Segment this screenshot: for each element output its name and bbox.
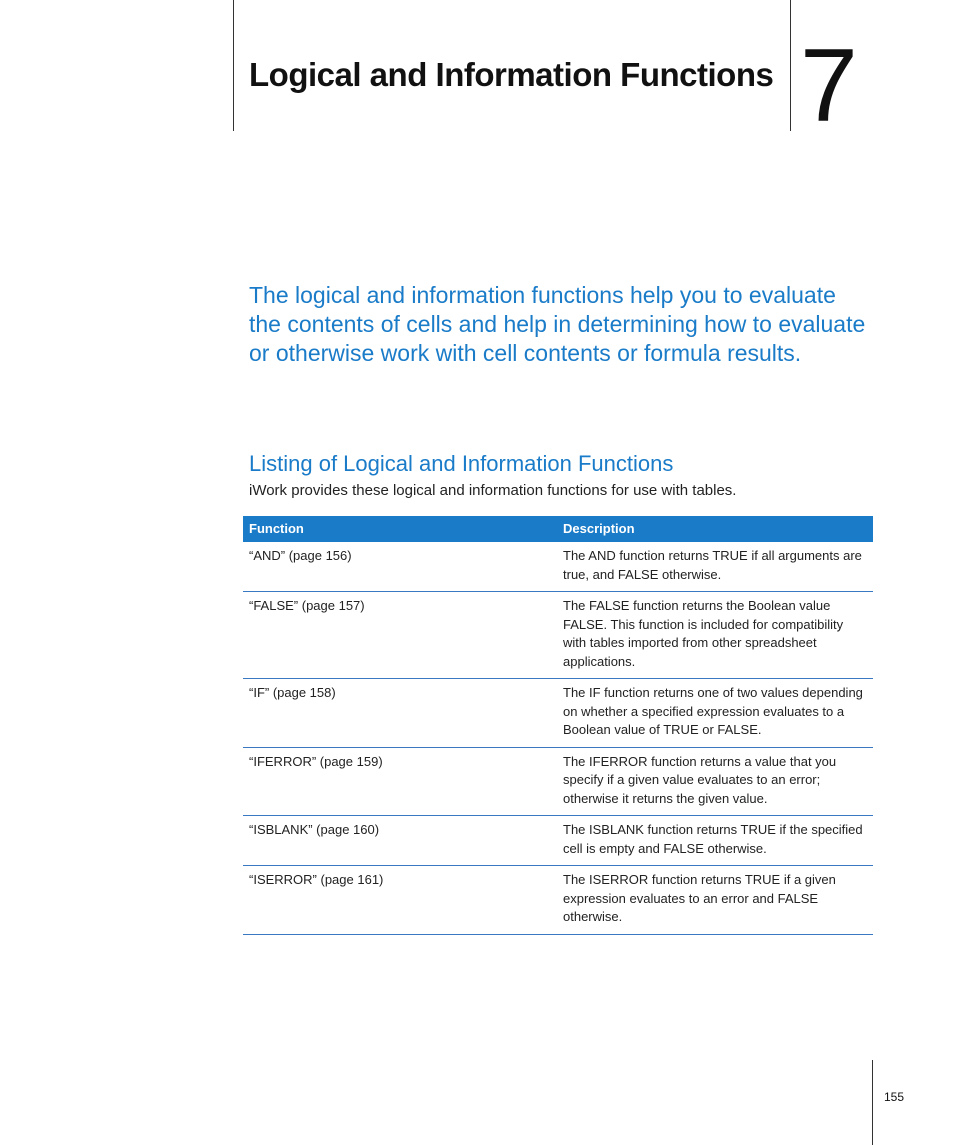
functions-table: [243, 516, 873, 935]
function-description: The IFERROR function returns a value that you specify if a given value evaluates to an error; otherwise it returns the given value.: [557, 747, 873, 816]
chapter-number: 7: [800, 28, 858, 144]
table-row: [243, 866, 873, 935]
table-row: [243, 679, 873, 748]
table-row: [243, 592, 873, 679]
chapter-title: Logical and Information Functions: [249, 56, 774, 93]
header-function: Function: [243, 516, 557, 542]
section-heading: Listing of Logical and Information Functions: [249, 451, 674, 476]
table-header-row: [243, 516, 873, 542]
function-description: The FALSE function returns the Boolean value FALSE. This function is included for compatibility with tables imported from other spreadsheet applications.: [557, 592, 873, 679]
function-link-iserror[interactable]: “ISERROR” (page 161): [243, 866, 557, 935]
section-text: iWork provides these logical and information functions for use with tables.: [249, 482, 737, 499]
table-row: [243, 542, 873, 592]
function-link-isblank[interactable]: “ISBLANK” (page 160): [243, 816, 557, 866]
table-row: [243, 816, 873, 866]
function-description: The ISERROR function returns TRUE if a given expression evaluates to an error and FALSE otherwise.: [557, 866, 873, 935]
page-number-rule: [872, 1060, 873, 1145]
table-row: [243, 747, 873, 816]
function-description: The AND function returns TRUE if all arguments are true, and FALSE otherwise.: [557, 542, 873, 592]
function-description: The IF function returns one of two values depending on whether a specified expression evaluates to a Boolean value of TRUE or FALSE.: [557, 679, 873, 748]
header-description: Description: [557, 516, 873, 542]
chapter-rule-right: [790, 0, 791, 131]
function-link-and[interactable]: “AND” (page 156): [243, 542, 557, 592]
function-link-if[interactable]: “IF” (page 158): [243, 679, 557, 748]
page-number: 155: [884, 1090, 905, 1104]
function-link-false[interactable]: “FALSE” (page 157): [243, 592, 557, 679]
chapter-intro: The logical and information functions help you to evaluate the contents of cells and help in determining how to evaluate or otherwise work with cell contents or formula results.: [249, 282, 866, 366]
function-link-iferror[interactable]: “IFERROR” (page 159): [243, 747, 557, 816]
chapter-rule-left: [233, 0, 234, 131]
function-description: The ISBLANK function returns TRUE if the specified cell is empty and FALSE otherwise.: [557, 816, 873, 866]
